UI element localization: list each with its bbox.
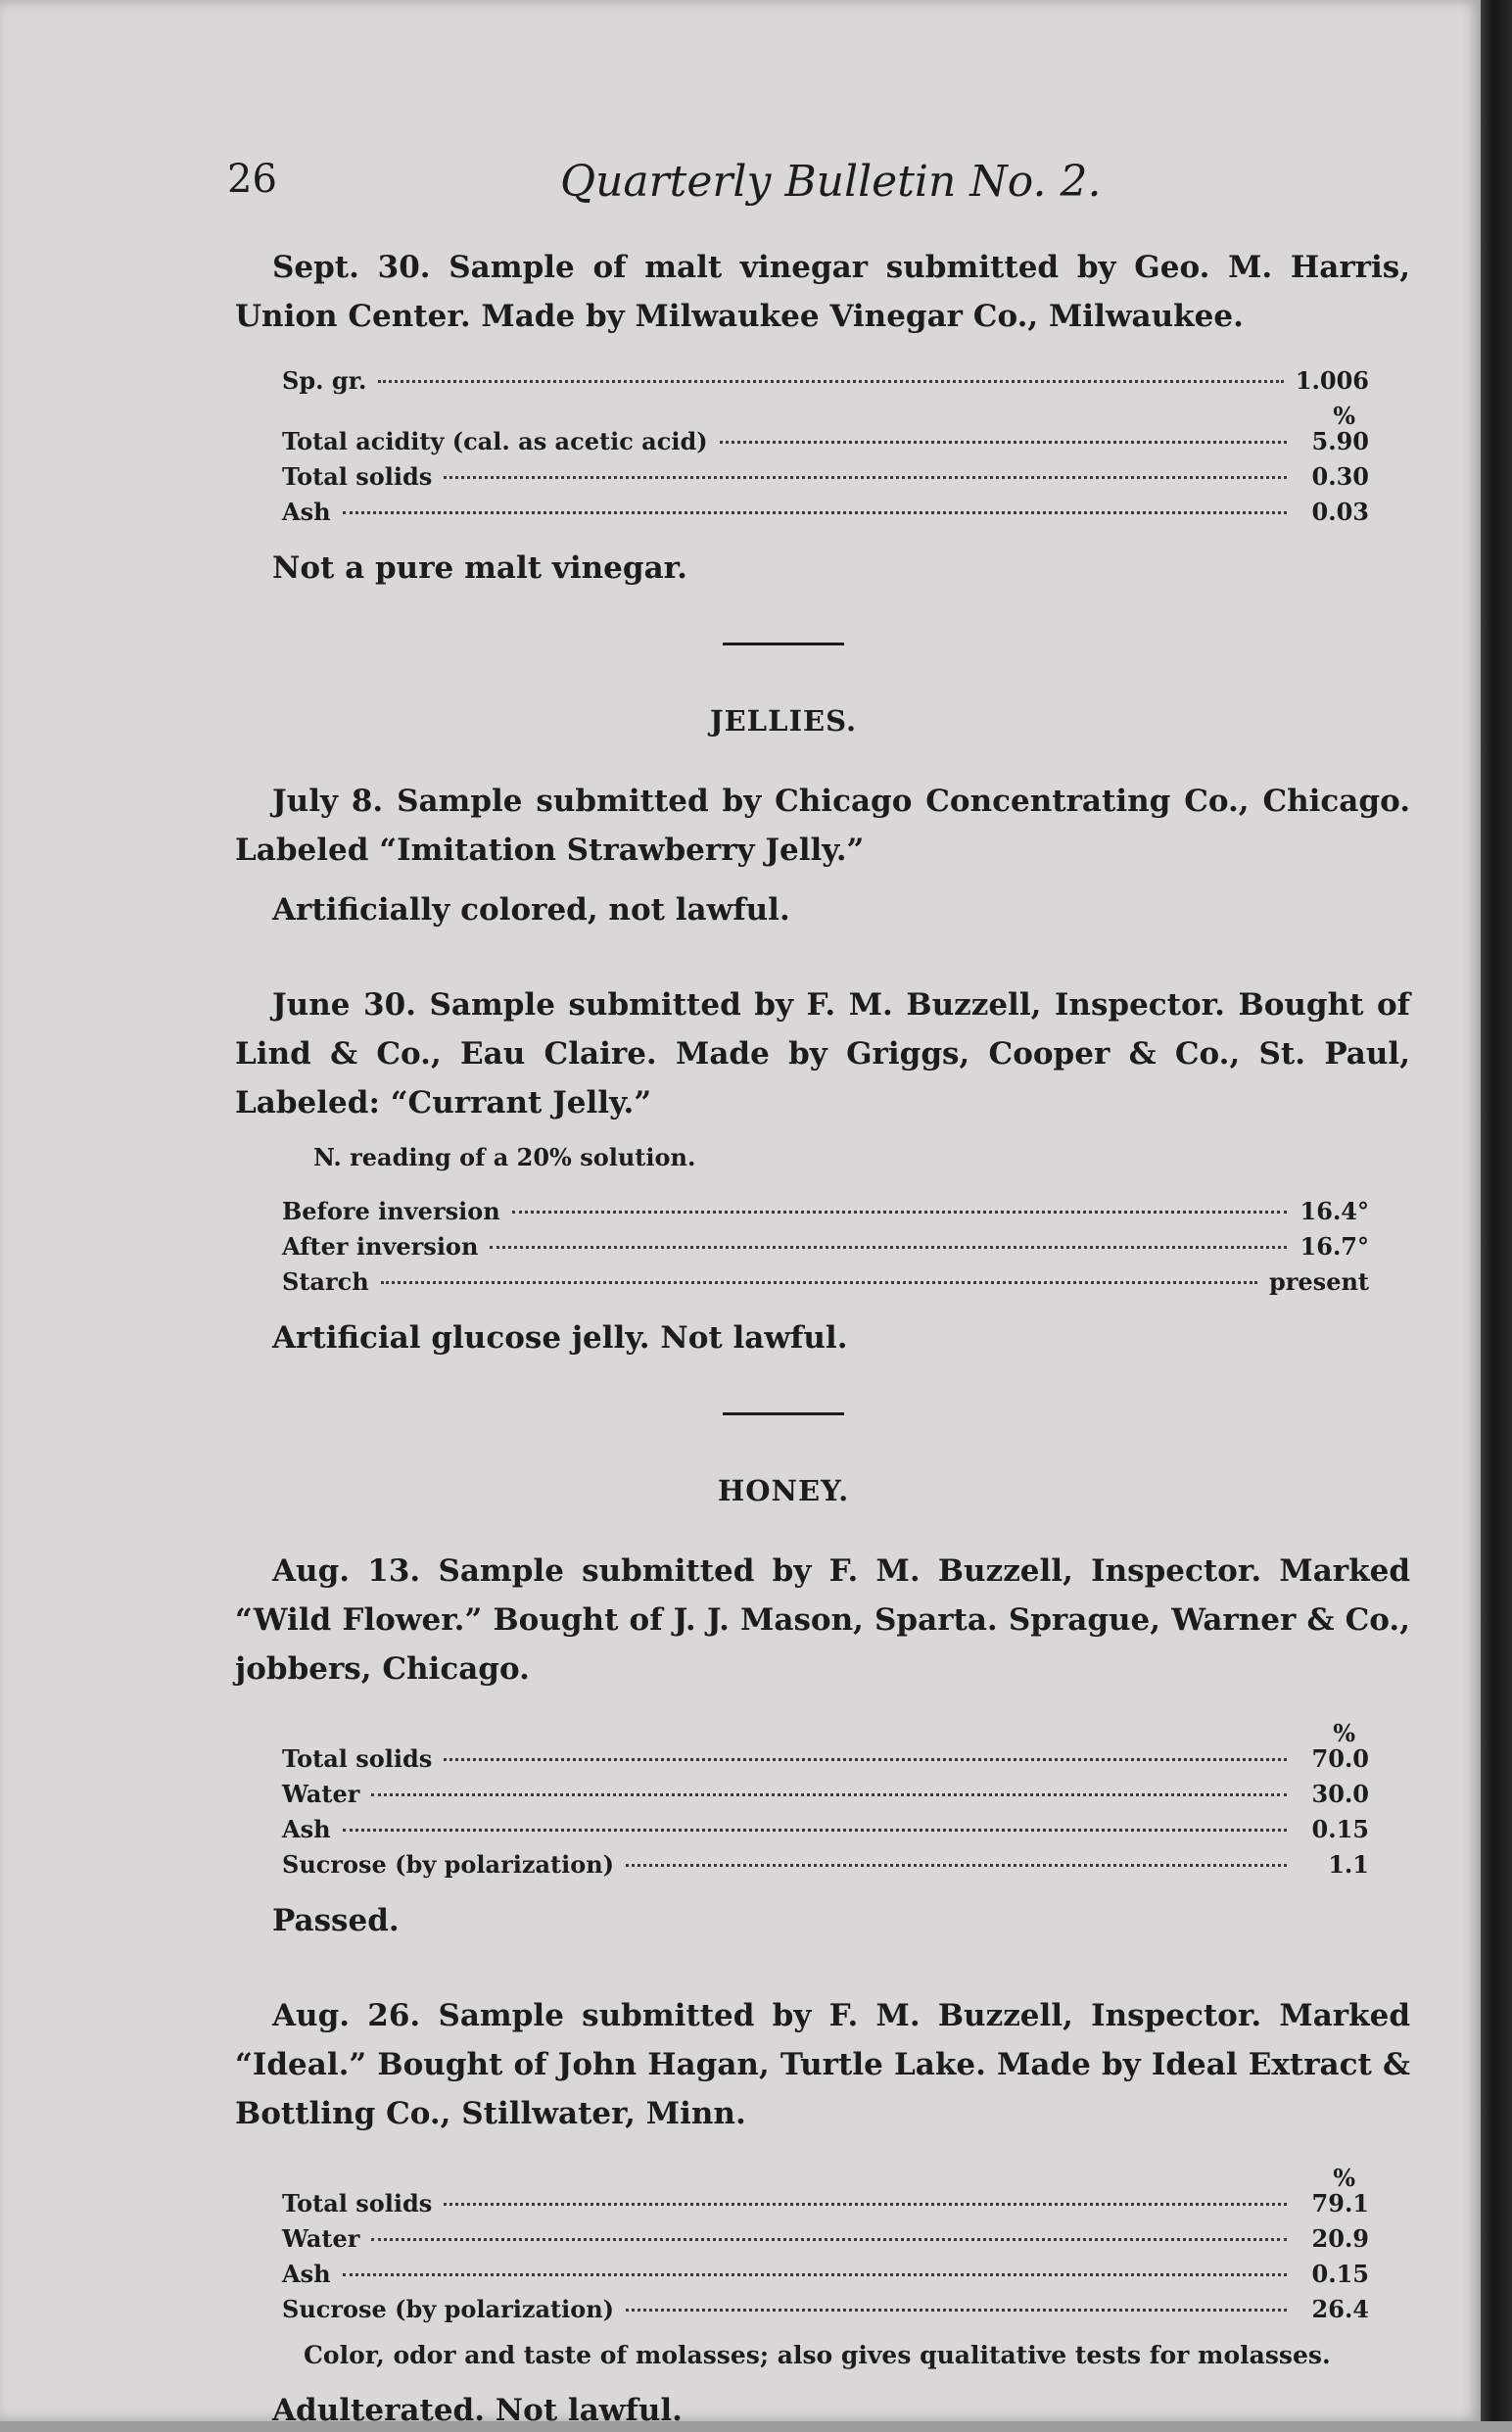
dot-leader [381,1281,1257,1284]
vinegar-paragraph: Sept. 30. Sample of malt vinegar submitted by Geo. M. Harris, Union Center. Made by Milwaukee Vinegar Co., Milwaukee. [235,250,1410,334]
row-value: 1.1 [1328,1850,1369,1879]
row-label: Total solids [282,2189,433,2217]
row-value: 70.0 [1311,1744,1369,1773]
table-row [282,1744,1369,1780]
dot-leader [378,380,1283,383]
row-label: Before inversion [282,1197,500,1225]
table-row [282,1197,1369,1232]
jelly-sample-2-paragraph: June 30. Sample submitted by F. M. Buzzell, Inspector. Bought of Lind & Co., Eau Claire. Made by Griggs, Cooper & Co., St. Paul, Labeled: “Currant Jelly.” [235,987,1410,1121]
section-title-jellies: JELLIES. [709,704,858,738]
row-value: 30.0 [1311,1780,1369,1808]
row-label: Ash [282,498,331,526]
table-row [282,498,1369,533]
jelly-sample-2-subhead: N. reading of a 20% solution. [313,1143,696,1171]
running-title: Quarterly Bulletin No. 2. [560,157,1102,207]
dot-leader [343,511,1287,514]
row-label: Ash [282,2260,331,2288]
row-value: 0.03 [1311,498,1369,526]
honey-sample-1-table [282,1719,1369,1885]
dot-leader [371,2238,1287,2241]
row-label: Total acidity (cal. as acetic acid) [282,427,708,455]
row-label: Total solids [282,462,433,491]
table-row [282,1267,1369,1303]
dot-leader [343,1829,1287,1832]
dot-leader [371,1793,1287,1796]
table-row [282,2295,1369,2330]
book-binding-edge [1481,0,1512,2421]
section-divider [723,643,844,645]
dot-leader [626,1864,1287,1867]
row-value: 79.1 [1311,2189,1369,2217]
row-value: present [1268,1267,1369,1296]
page-content [235,243,1410,2432]
dot-leader [512,1211,1287,1214]
table-row [282,2189,1369,2224]
row-label: Sucrose (by polarization) [282,1850,615,1879]
row-label: Sp. gr. [282,366,367,395]
dot-leader [490,1246,1287,1249]
row-value: 20.9 [1311,2224,1369,2253]
percent-unit: % [1333,1719,1355,1747]
row-value: 16.7° [1299,1232,1369,1261]
row-value: 5.90 [1311,427,1369,455]
table-row [282,427,1369,462]
honey-sample-1-paragraph: Aug. 13. Sample submitted by F. M. Buzzell, Inspector. Marked “Wild Flower.” Bought of J. J. Mason, Sparta. Sprague, Warner & Co., jobbers, Chicago. [235,1553,1410,1687]
row-label: Ash [282,1815,331,1843]
percent-unit: % [1333,2164,1355,2192]
row-value: 0.15 [1311,2260,1369,2288]
honey-sample-2-paragraph: Aug. 26. Sample submitted by F. M. Buzzell, Inspector. Marked “Ideal.” Bought of John Hagan, Turtle Lake. Made by Ideal Extract & Bottling Co., Stillwater, Minn. [235,1998,1410,2131]
row-value: 26.4 [1311,2295,1369,2323]
dot-leader [720,441,1287,444]
table-row [282,1815,1369,1850]
dot-leader [444,1758,1287,1761]
section-title-honey: HONEY. [717,1474,850,1507]
honey-sample-2-table [282,2164,1369,2330]
dot-leader [626,2309,1287,2312]
vinegar-analysis-table [282,366,1369,533]
table-row [282,366,1369,402]
page-number: 26 [227,157,277,202]
section-divider [723,1412,844,1415]
row-value: 0.30 [1311,462,1369,491]
row-label: Total solids [282,1744,433,1773]
dot-leader [444,2203,1287,2206]
percent-unit: % [1333,402,1355,430]
dot-leader [343,2273,1287,2276]
row-label: Starch [282,1267,369,1296]
row-label: Sucrose (by polarization) [282,2295,615,2323]
table-row [282,1850,1369,1885]
page-header [227,157,1304,215]
dot-leader [444,476,1287,479]
table-row [282,2224,1369,2260]
row-value: 1.006 [1295,366,1369,395]
honey-sample-2-verdict: Adulterated. Not lawful. [272,2393,683,2428]
jelly-sample-1-paragraph: July 8. Sample submitted by Chicago Concentrating Co., Chicago. Labeled “Imitation Strawberry Jelly.” [235,784,1410,868]
table-row [282,2260,1369,2295]
jelly-sample-2-verdict: Artificial glucose jelly. Not lawful. [272,1320,848,1356]
row-value: 16.4° [1299,1197,1369,1225]
row-value: 0.15 [1311,1815,1369,1843]
row-label: Water [282,2224,360,2253]
row-label: Water [282,1780,360,1808]
jelly-sample-1-verdict: Artificially colored, not lawful. [272,892,790,928]
honey-sample-1-verdict: Passed. [272,1903,400,1938]
table-row [282,1780,1369,1815]
row-label: After inversion [282,1232,479,1261]
jelly-analysis-table [282,1197,1369,1303]
honey-sample-2-note: Color, odor and taste of molasses; also gives qualitative tests for molasses. [304,2341,1331,2369]
table-row [282,462,1369,498]
table-row [282,1232,1369,1267]
vinegar-verdict: Not a pure malt vinegar. [272,550,687,586]
